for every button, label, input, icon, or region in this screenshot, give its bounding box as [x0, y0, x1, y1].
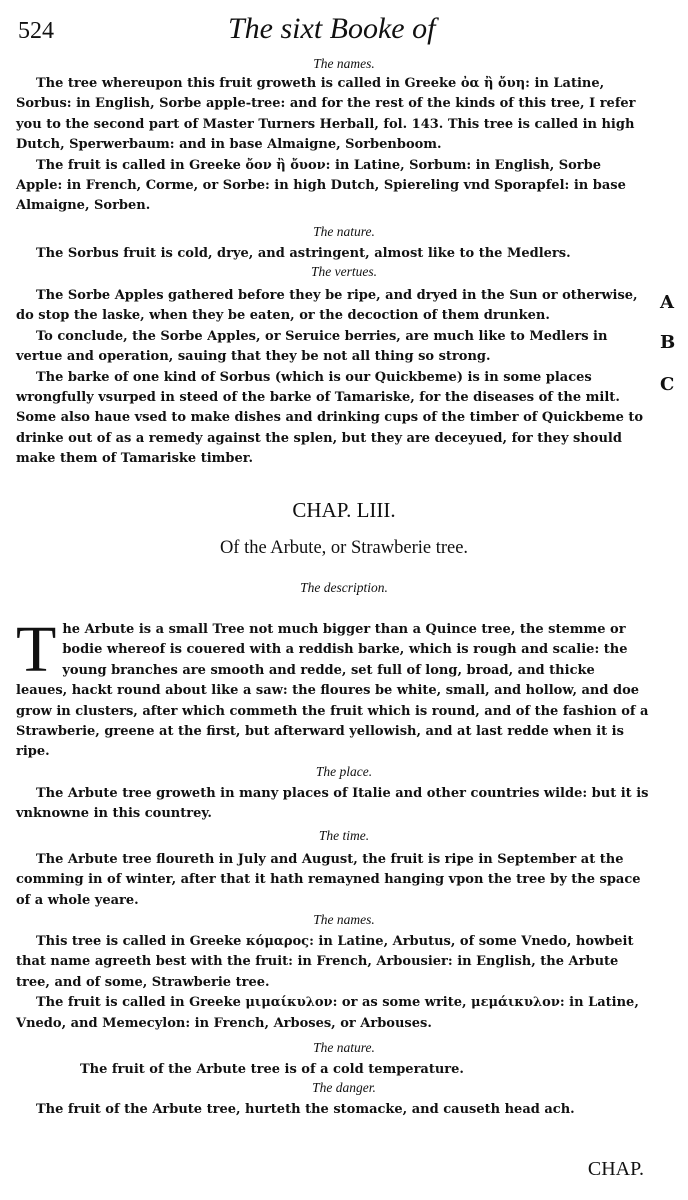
- section-heading-danger: The danger.: [312, 1080, 376, 1095]
- page-number: 524: [18, 18, 54, 44]
- catchword: CHAP.: [587, 1158, 644, 1180]
- margin-letter-a: A: [660, 292, 674, 313]
- paragraph: The fruit of the Arbute tree is of a cold temperature.: [80, 1062, 464, 1077]
- running-title: The sixt Booke of: [228, 12, 436, 45]
- chapter-title: Of the Arbute, or Strawberie tree.: [219, 538, 469, 558]
- paragraph: The Arbute tree floureth in July and August, the fruit is ripe in September at the comming in of winter, after that it hath remayned hanging vpon the tree by the space of a whole yeare.: [16, 852, 641, 908]
- section-heading-place: The place.: [315, 764, 373, 779]
- paragraph: The tree whereupon this fruit groweth is called in Greeke ὀα ἢ ὄυη: in Latine, Sorbus: in English, Sorbe apple-tree: and for the rest of the kinds of this tree, I refer you to the second part of Master Turners Herball, fol. 143. This tree is called in high Dutch, Sperwerbaum: and in base Almaigne, Sorbenboom.: [16, 76, 636, 153]
- text-block-names-2: [16, 932, 650, 1034]
- margin-letter-b: B: [660, 332, 676, 353]
- paragraph: The fruit is called in Greeke μιμαίκυλον: or as some write, μεμάικυλον: in Latine, Vnedo, and Memecylon: in French, Arboses, or Arbouses.: [16, 995, 639, 1031]
- section-heading-time: The time.: [318, 828, 370, 843]
- drop-cap: T: [16, 613, 57, 686]
- paragraph: The fruit is called in Greeke ὄον ἢ ὄυον: in Latine, Sorbum: in English, Sorbe Apple: in French, Corme, or Sorbe: in high Dutch, Spiereling vnd Sporapfel: in base Almaigne, Sorben.: [16, 157, 626, 214]
- paragraph: This tree is called in Greeke κόμαρος: in Latine, Arbutus, of some Vnedo, howbeit that name agreeth best with the fruit: in French, Arbousier: in English, the Arbute tree, and of some, Strawberie tree.: [16, 934, 634, 990]
- text-block-danger: [16, 1100, 650, 1120]
- paragraph: The Sorbe Apples gathered before they be ripe, and dryed in the Sun or otherwise, do stop the laske, when they be eaten, or the decoction of them drunken.: [16, 288, 638, 324]
- text-block-time: [16, 850, 650, 911]
- text-block-place: [16, 784, 650, 825]
- section-heading-nature: The nature.: [313, 224, 375, 239]
- text-block-names: [16, 74, 650, 217]
- section-heading-names-2: The names.: [313, 912, 375, 927]
- margin-letter-c: C: [660, 374, 675, 395]
- text-block-nature-2: [16, 1060, 650, 1080]
- section-heading-description: The description.: [300, 580, 388, 595]
- paragraph: he Arbute is a small Tree not much bigger than a Quince tree, the stemme or bodie whereof is couered with a reddish barke, which is rough and scalie: the young branches are smooth and redde, set full of long, broad, and thicke leaues, hackt round about like a saw: the floures be white, small, and hollow, and doe grow in clusters, after which commeth the fruit which is round, and of the fashion of a Strawberie, greene at the first, but afterward yellowish, and at last redde when it is ripe.: [16, 622, 649, 760]
- paragraph: To conclude, the Sorbe Apples, or Seruice berries, are much like to Medlers in vertue and operation, sauing that they be not all thing so strong.: [16, 328, 608, 365]
- text-block-nature: [16, 244, 650, 264]
- chapter-number: CHAP. LIII.: [292, 498, 396, 522]
- text-block-description: [16, 613, 650, 763]
- paragraph: The Arbute tree groweth in many places of Italie and other countries wilde: but it is vnknowne in this countrey.: [16, 786, 649, 822]
- section-heading-vertues: The vertues.: [311, 264, 377, 279]
- text-block-vertues: [16, 286, 650, 470]
- section-heading-names: The names.: [313, 56, 375, 71]
- section-heading-nature-2: The nature.: [313, 1040, 375, 1055]
- paragraph: The barke of one kind of Sorbus (which is our Quickbeme) is in some places wrongfully vsurped in steed of the barke of Tamariske, for the diseases of the milt. Some also haue vsed to make dishes and drinking cups of the timber of Quickbeme to drinke out of as a remedy against the splen, but they are deceyued, for they should make them of Tamariske timber.: [16, 369, 644, 467]
- paragraph: The fruit of the Arbute tree, hurteth the stomacke, and causeth head ach.: [36, 1102, 575, 1117]
- paragraph: The Sorbus fruit is cold, drye, and astringent, almost like to the Medlers.: [36, 246, 571, 261]
